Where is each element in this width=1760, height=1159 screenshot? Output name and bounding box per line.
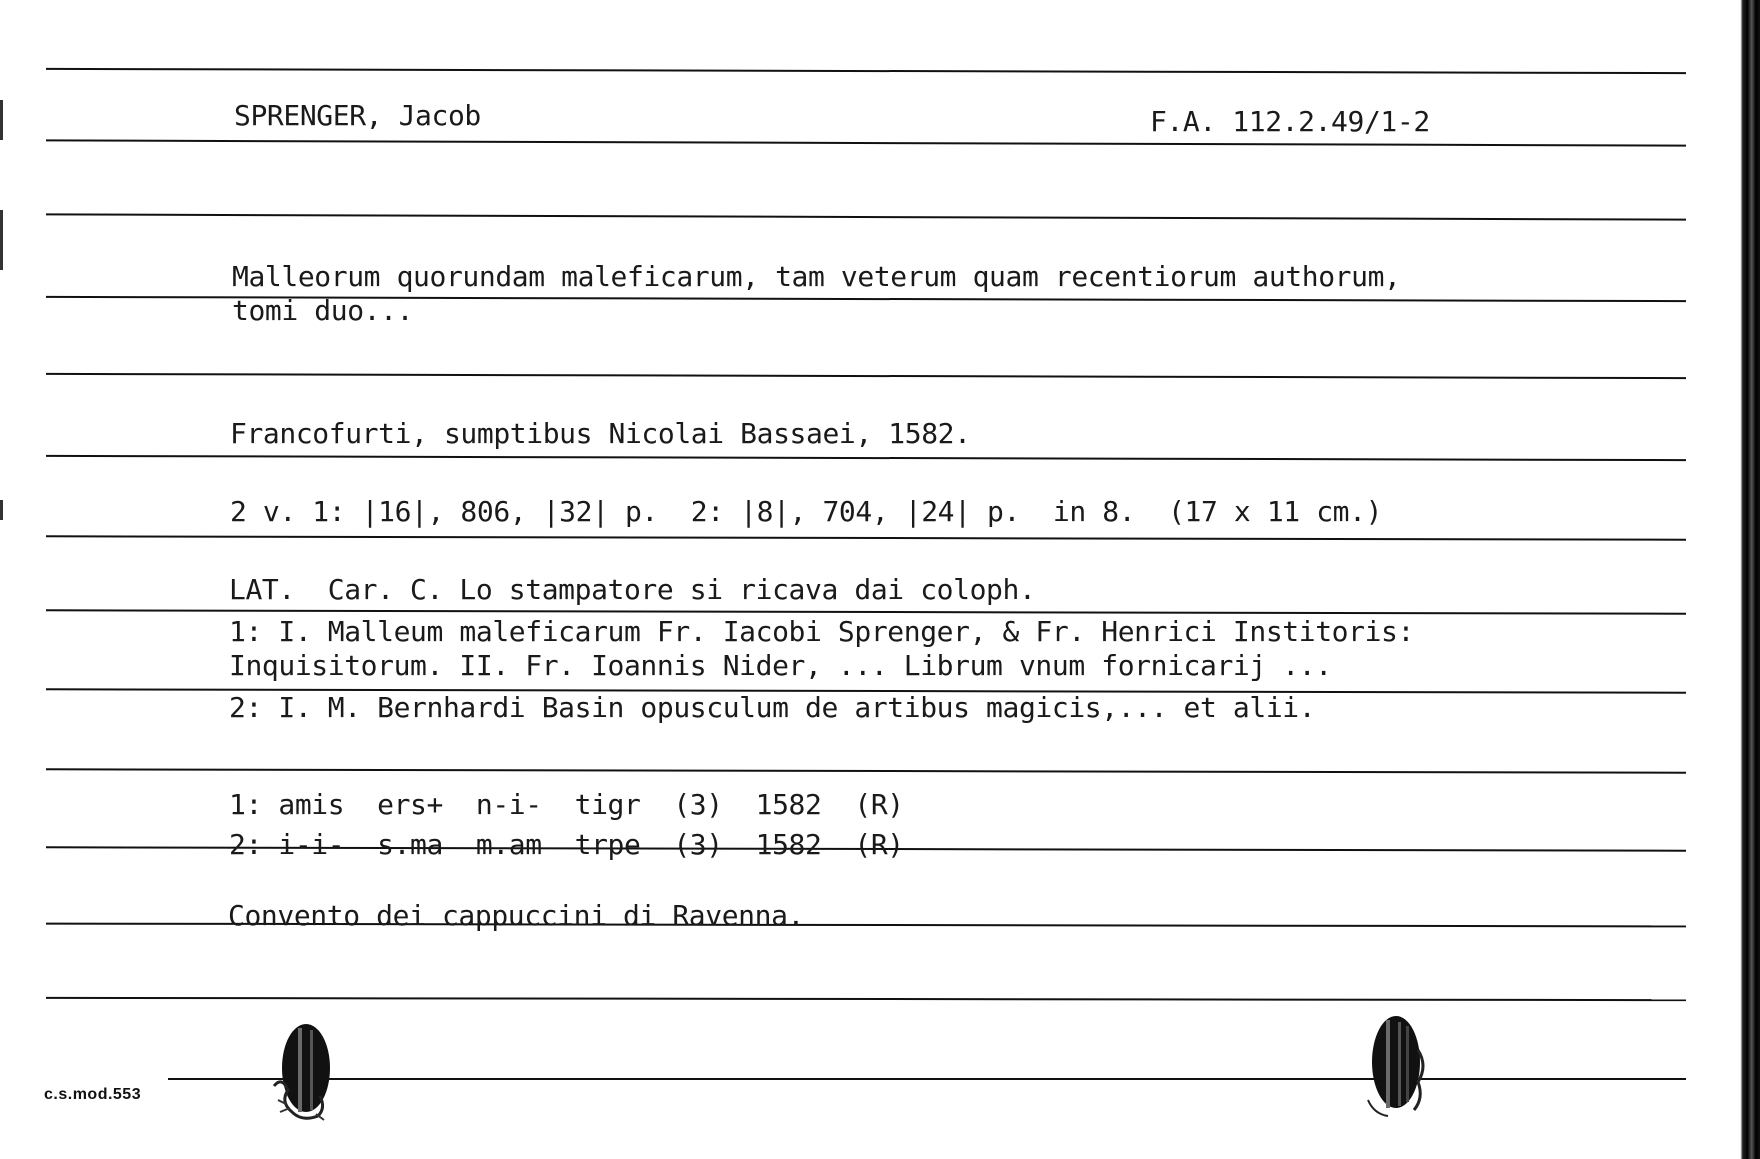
note-line: 2: I. M. Bernhardi Basin opusculum de artibus magicis,... et alii. (229, 691, 1316, 724)
fingerprint-line: 2: i-i- s.ma m.am trpe (3) 1582 (R) (229, 828, 904, 861)
title-line-1: Malleorum quorundam maleficarum, tam veterum quam recentiorum authorum, (232, 260, 1401, 293)
rule-line (168, 1078, 1686, 1080)
rule-line (46, 68, 1686, 74)
imprint: Francofurti, sumptibus Nicolai Bassaei, 1582. (230, 417, 971, 450)
author-heading: SPRENGER, Jacob (234, 99, 481, 132)
rule-line (46, 997, 1686, 1001)
binder-hole-right (1358, 1010, 1430, 1120)
scan-edge-left-mark (0, 500, 3, 520)
note-line: Inquisitorum. II. Fr. Ioannis Nider, ... Librum vnum fornicarij ... (229, 649, 1332, 682)
form-code: c.s.mod.553 (44, 1086, 142, 1103)
rule-line (46, 609, 1686, 614)
fingerprint-line: 1: amis ers+ n-i- tigr (3) 1582 (R) (229, 788, 904, 821)
title-line-2: tomi duo... (232, 294, 414, 327)
rule-line (46, 768, 1686, 773)
collation: 2 v. 1: |16|, 806, |32| p. 2: |8|, 704, |24| p. in 8. (17 x 11 cm.) (230, 495, 1383, 528)
scan-edge-left-mark (0, 100, 3, 140)
rule-line (46, 455, 1686, 461)
binder-hole-left (268, 1016, 340, 1126)
scan-edge-right (1732, 0, 1760, 1159)
scan-edge-left-mark (0, 210, 3, 270)
rule-line (46, 139, 1686, 146)
rule-line (46, 373, 1686, 379)
shelfmark: F.A. 112.2.49/1-2 (1150, 105, 1430, 138)
provenance: Convento dei cappuccini di Ravenna. (228, 899, 805, 932)
rule-line (46, 535, 1686, 540)
rule-line (46, 213, 1686, 220)
note-line: LAT. Car. C. Lo stampatore si ricava dai coloph. (229, 573, 1036, 606)
note-line: 1: I. Malleum maleficarum Fr. Iacobi Sprenger, & Fr. Henrici Institoris: (229, 615, 1414, 648)
